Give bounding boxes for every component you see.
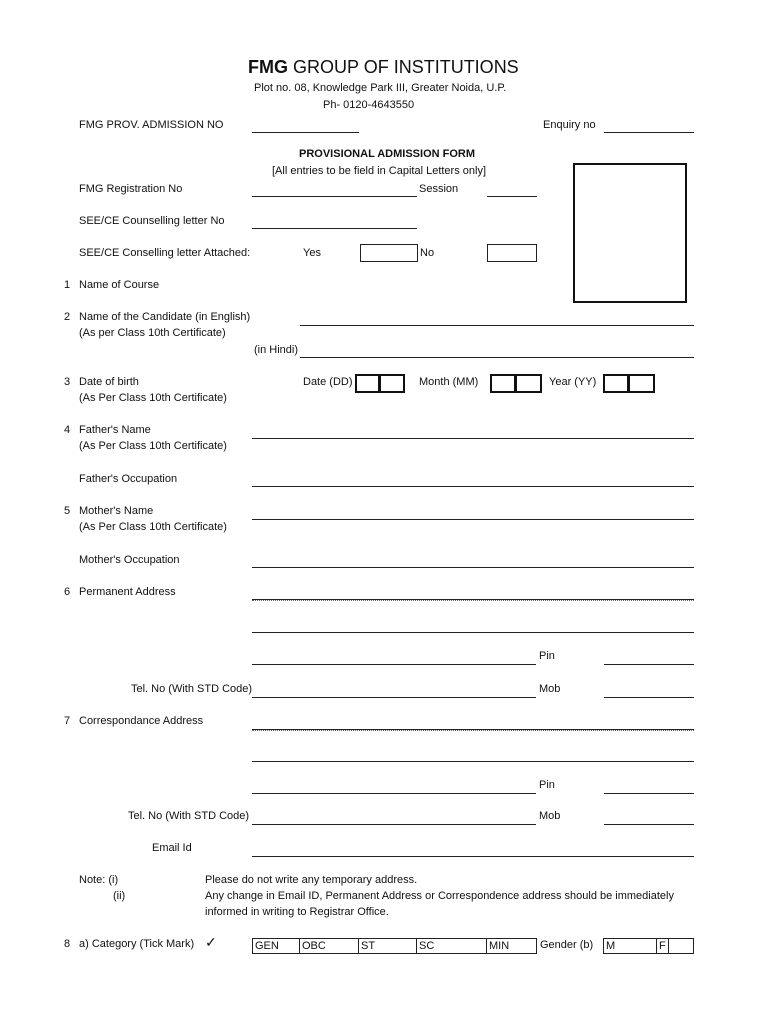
mother-name-sub: (As Per Class 10th Certificate) bbox=[79, 521, 227, 533]
father-name-field[interactable] bbox=[252, 438, 694, 439]
item-number: 8 bbox=[64, 938, 71, 950]
correspondence-address-line-2[interactable] bbox=[252, 761, 694, 762]
item-number: 1 bbox=[64, 279, 71, 291]
gender-blank-box[interactable] bbox=[668, 938, 694, 954]
email-field[interactable] bbox=[252, 856, 694, 857]
dob-label: Date of birth bbox=[79, 376, 139, 388]
dob-yy-label: Year (YY) bbox=[549, 376, 597, 388]
permanent-mob-field[interactable] bbox=[604, 697, 694, 698]
email-label: Email Id bbox=[152, 842, 192, 854]
counselling-letter-no-label: SEE/CE Counselling letter No bbox=[79, 215, 225, 227]
note-label-ii: (ii) bbox=[113, 890, 126, 902]
letter-attached-label: SEE/CE Conselling letter Attached: bbox=[79, 247, 251, 259]
item-number: 4 bbox=[64, 424, 71, 436]
category-obc-box[interactable] bbox=[299, 938, 359, 954]
note-ii-text-line-1: Any change in Email ID, Permanent Address or Correspondence address should be immediately bbox=[205, 890, 674, 902]
photo-box[interactable] bbox=[573, 163, 687, 303]
mother-name-field[interactable] bbox=[252, 519, 694, 520]
item-number: 3 bbox=[64, 376, 71, 388]
category-st-box[interactable] bbox=[358, 938, 417, 954]
note-i-text: Please do not write any temporary address. bbox=[205, 874, 418, 886]
permanent-address-line-3[interactable] bbox=[252, 664, 536, 665]
title-rest: GROUP OF INSTITUTIONS bbox=[293, 57, 519, 77]
dob-dd-box-1[interactable] bbox=[355, 374, 380, 393]
gender-f-label: F bbox=[659, 940, 666, 952]
form-title: PROVISIONAL ADMISSION FORM bbox=[299, 148, 476, 160]
category-label: a) Category (Tick Mark) bbox=[79, 938, 195, 950]
candidate-name-sub: (As per Class 10th Certificate) bbox=[79, 327, 226, 339]
category-gen-label: GEN bbox=[255, 940, 279, 952]
dob-mm-label: Month (MM) bbox=[419, 376, 479, 388]
permanent-tel-field[interactable] bbox=[252, 697, 536, 698]
correspondence-mob-field[interactable] bbox=[604, 824, 694, 825]
dob-yy-box-1[interactable] bbox=[603, 374, 629, 393]
item-number: 5 bbox=[64, 505, 71, 517]
counselling-letter-no-field[interactable] bbox=[252, 228, 417, 229]
gender-label: Gender (b) bbox=[540, 939, 594, 951]
father-occupation-label: Father's Occupation bbox=[79, 473, 178, 485]
item-number: 2 bbox=[64, 311, 71, 323]
candidate-hindi-label: (in Hindi) bbox=[254, 344, 299, 356]
permanent-mob-label: Mob bbox=[539, 683, 561, 695]
item-number: 7 bbox=[64, 715, 71, 727]
category-sc-box[interactable] bbox=[416, 938, 487, 954]
correspondence-mob-label: Mob bbox=[539, 810, 561, 822]
note-ii-text-line-2: informed in writing to Registrar Office. bbox=[205, 906, 389, 918]
no-box[interactable] bbox=[487, 244, 537, 262]
dob-dd-label: Date (DD) bbox=[303, 376, 353, 388]
category-min-box[interactable] bbox=[486, 938, 537, 954]
dob-yy-box-2[interactable] bbox=[628, 374, 655, 393]
correspondence-address-label: Correspondance Address bbox=[79, 715, 204, 727]
registration-no-field[interactable] bbox=[252, 196, 417, 197]
item-number: 6 bbox=[64, 586, 71, 598]
permanent-address-line-2[interactable] bbox=[252, 632, 694, 633]
brand-name: FMG bbox=[248, 57, 288, 77]
category-st-label: ST bbox=[361, 940, 376, 952]
mother-name-label: Mother's Name bbox=[79, 505, 154, 517]
enquiry-no-label: Enquiry no bbox=[543, 119, 596, 131]
permanent-address-label: Permanent Address bbox=[79, 586, 176, 598]
father-occupation-field[interactable] bbox=[252, 486, 694, 487]
candidate-name-label: Name of the Candidate (in English) bbox=[79, 311, 251, 323]
category-sc-label: SC bbox=[419, 940, 435, 952]
gender-m-label: M bbox=[606, 940, 616, 952]
dob-mm-box-1[interactable] bbox=[490, 374, 516, 393]
tick-icon: ✓ bbox=[205, 934, 217, 950]
correspondence-tel-label: Tel. No (With STD Code) bbox=[128, 810, 250, 822]
mother-occupation-field[interactable] bbox=[252, 567, 694, 568]
category-obc-label: OBC bbox=[302, 940, 326, 952]
no-label: No bbox=[420, 247, 435, 259]
form-instruction: [All entries to be field in Capital Letters only] bbox=[272, 165, 487, 177]
correspondence-address-line-3[interactable] bbox=[252, 793, 536, 794]
dob-sub: (As Per Class 10th Certificate) bbox=[79, 392, 227, 404]
institution-address: Plot no. 08, Knowledge Park III, Greater Noida, U.P. bbox=[254, 82, 507, 94]
candidate-name-english-field[interactable] bbox=[300, 325, 694, 326]
permanent-pin-label: Pin bbox=[539, 650, 555, 662]
yes-box[interactable] bbox=[360, 244, 418, 262]
correspondence-pin-label: Pin bbox=[539, 779, 555, 791]
father-name-label: Father's Name bbox=[79, 424, 151, 436]
candidate-name-hindi-field[interactable] bbox=[300, 357, 694, 358]
permanent-pin-field[interactable] bbox=[604, 664, 694, 665]
session-field[interactable] bbox=[487, 196, 537, 197]
mother-occupation-label: Mother's Occupation bbox=[79, 554, 180, 566]
correspondence-tel-field[interactable] bbox=[252, 824, 536, 825]
institution-title bbox=[248, 57, 519, 77]
admission-no-field[interactable] bbox=[252, 132, 359, 133]
divider bbox=[252, 600, 694, 601]
dob-mm-box-2[interactable] bbox=[515, 374, 542, 393]
session-label: Session bbox=[419, 183, 459, 195]
institution-phone: Ph- 0120-4643550 bbox=[323, 99, 415, 111]
divider bbox=[252, 730, 694, 731]
enquiry-no-field[interactable] bbox=[604, 132, 694, 133]
dob-dd-box-2[interactable] bbox=[379, 374, 405, 393]
correspondence-pin-field[interactable] bbox=[604, 793, 694, 794]
registration-no-label: FMG Registration No bbox=[79, 183, 183, 195]
category-gen-box[interactable] bbox=[252, 938, 300, 954]
father-name-sub: (As Per Class 10th Certificate) bbox=[79, 440, 227, 452]
yes-label: Yes bbox=[303, 247, 321, 259]
category-min-label: MIN bbox=[489, 940, 510, 952]
permanent-tel-label: Tel. No (With STD Code) bbox=[131, 683, 253, 695]
gender-m-box[interactable] bbox=[603, 938, 657, 954]
course-label: Name of Course bbox=[79, 279, 160, 291]
note-label-i: Note: (i) bbox=[79, 874, 119, 886]
admission-no-label: FMG PROV. ADMISSION NO bbox=[79, 119, 224, 131]
